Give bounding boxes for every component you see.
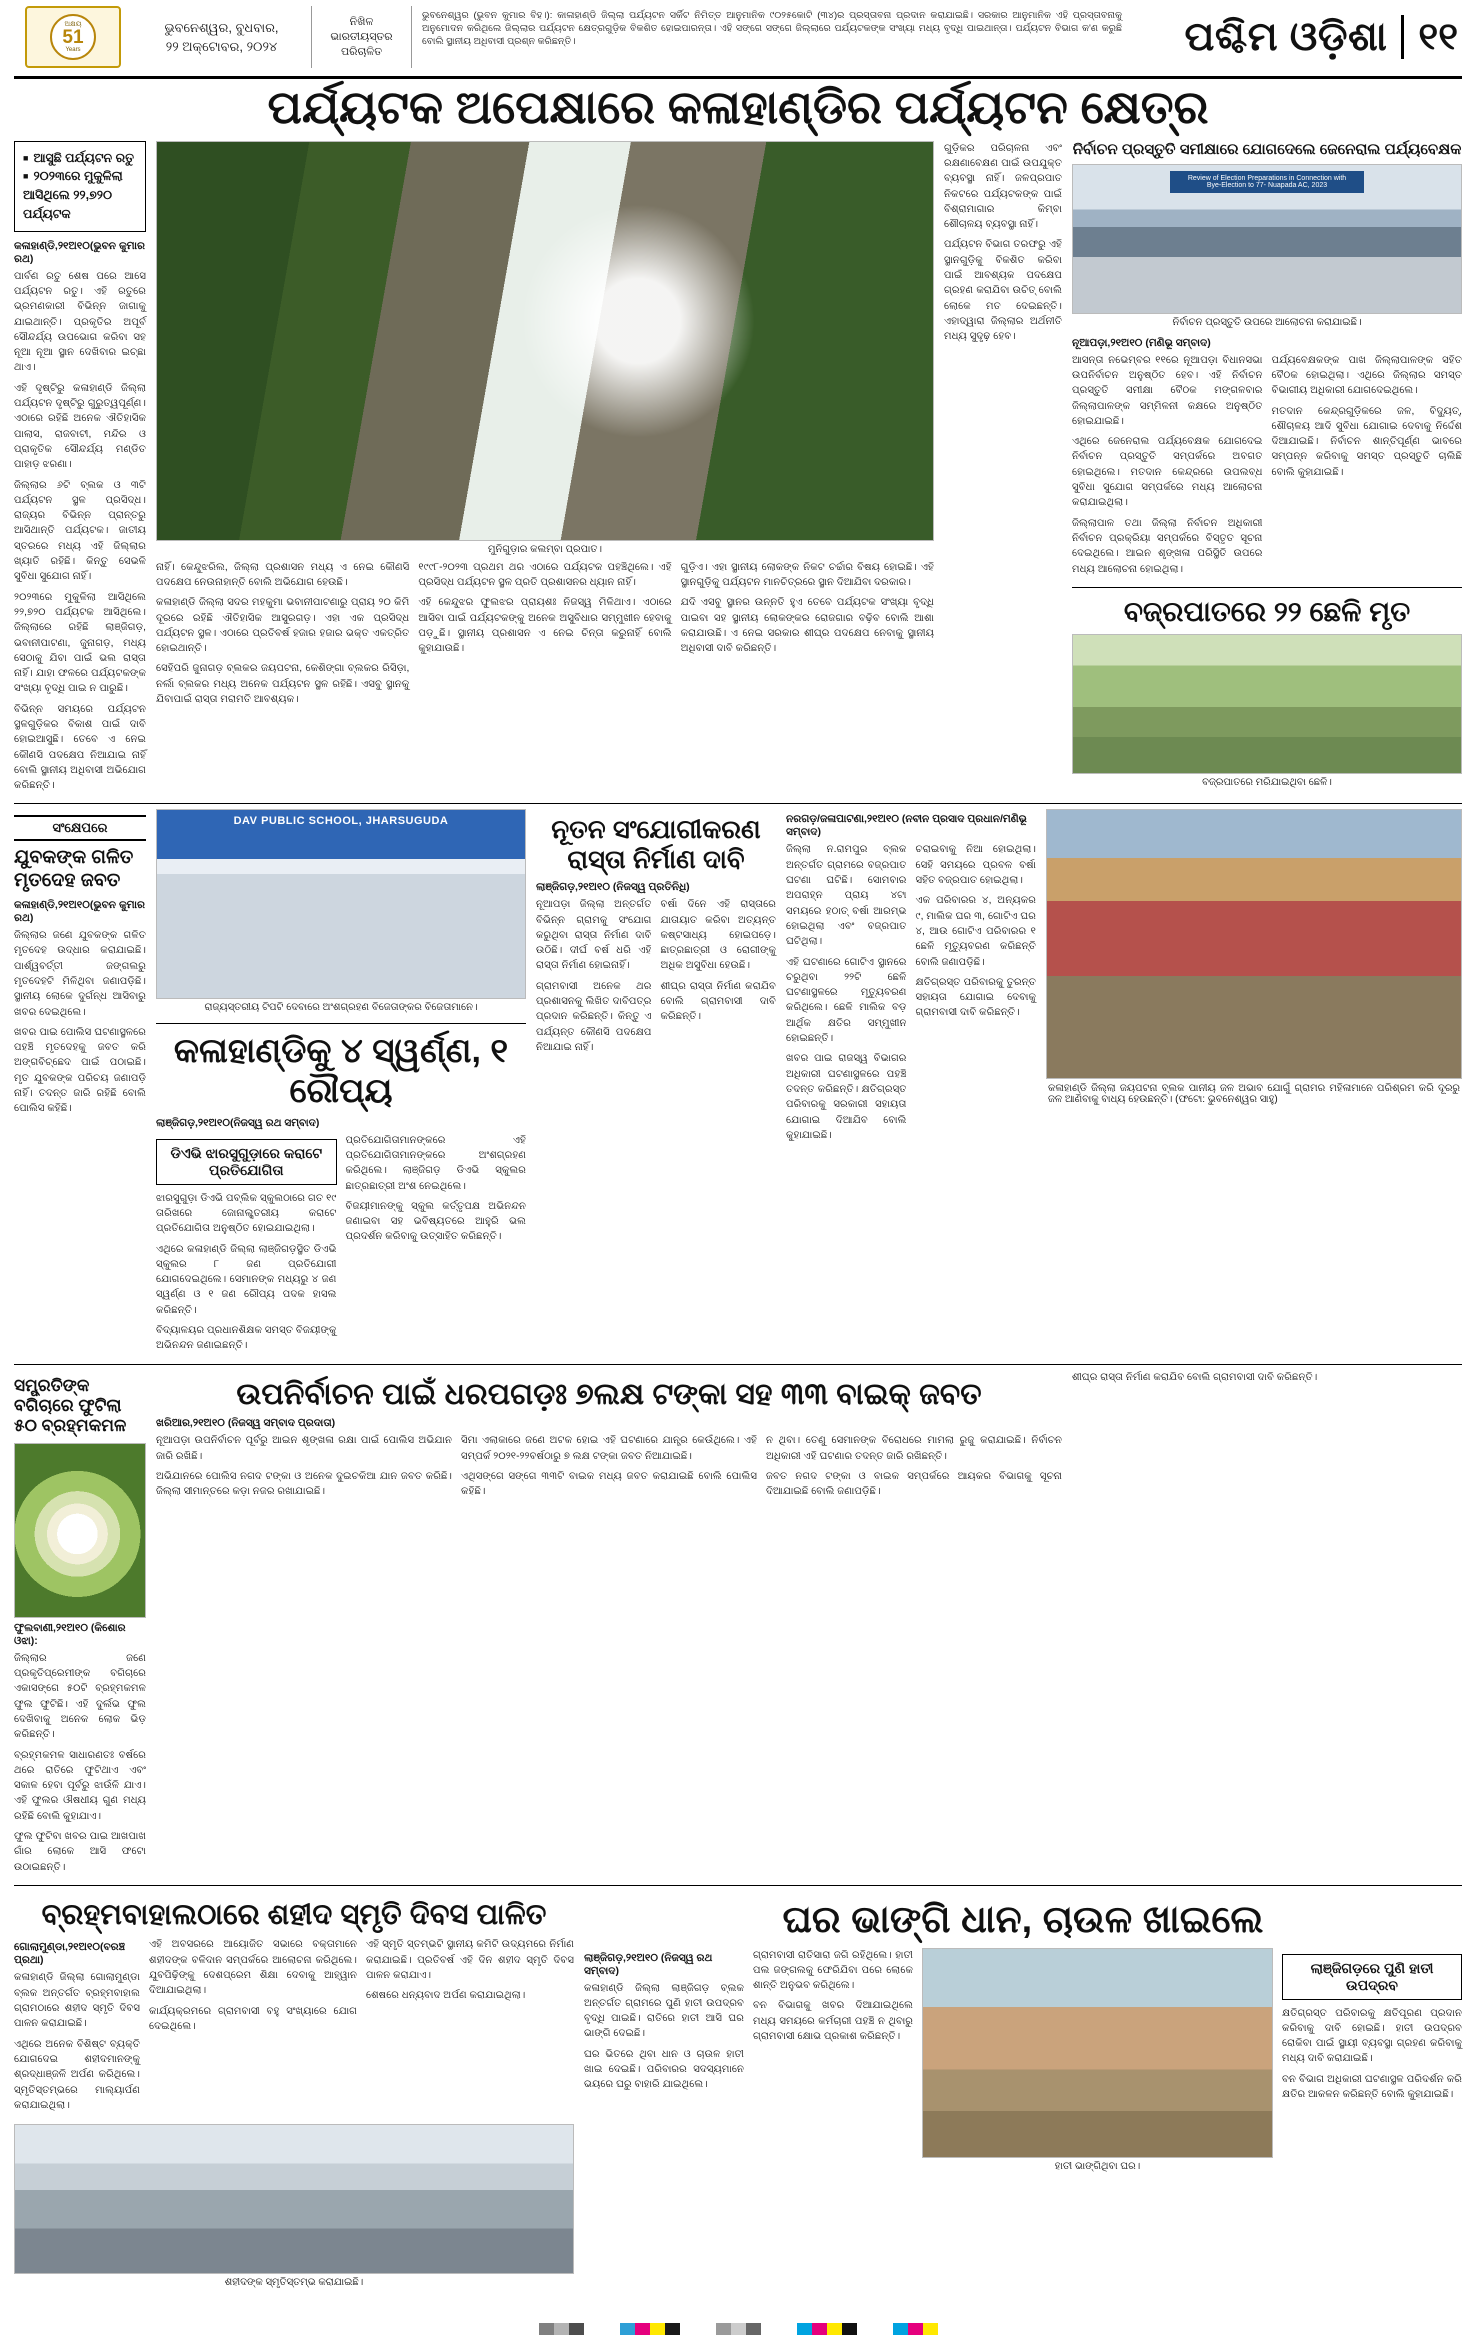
lead-para: ୧୯୯୮-୨୦୨୩ ପ୍ରଥମ ଥର ଏଠାରେ ପର୍ଯ୍ୟଟକ ପହଞ୍ଚିଥିଲେ। ଏହି ପ୍ରସିଦ୍ଧ ପର୍ଯ୍ୟଟନ ସ୍ଥଳ ପ୍ରତି ପ୍ରଶାସନର ଧ୍ୟାନ ନାହିଁ। xyxy=(418,561,672,588)
election-banner-text: Review of Election Preparations in Connection with Bye-Election to 77- Nuapada AC, 2023 xyxy=(1170,171,1364,193)
brief-section-label: ସଂକ୍ଷେପରେ xyxy=(52,820,108,836)
lead-para: ଯଦି ଏସବୁ ସ୍ଥାନର ଉନ୍ନତି ହୁଏ ତେବେ ପର୍ଯ୍ୟଟକ ସଂଖ୍ୟା ବୃଦ୍ଧି ପାଇବା ସହ ସ୍ଥାନୀୟ ଲୋକଙ୍କର ରୋଜଗାର ବଢ଼ିବ ବୋଲି ଆଶା କରାଯାଉଛି। ଏ ନେଇ ସରକାର ଶୀଘ୍ର ପଦକ୍ଷେପ ନେବାକୁ ସ୍ଥାନୀୟ ଅଧିବାସୀ ଦାବି କରିଛନ୍ତି। xyxy=(680,597,934,655)
house-column-1 xyxy=(584,1948,744,2098)
filler-para: ଶୀଘ୍ର ରାସ୍ତା ନିର୍ମାଣ କରାଯିବ ବୋଲି ଗ୍ରାମବାସୀ ଦାବି କରିଛନ୍ତି। xyxy=(1072,1371,1318,1383)
lead-para: ବିଭିନ୍ନ ସମୟରେ ପର୍ଯ୍ୟଟନ ସ୍ଥଳଗୁଡ଼ିକର ବିକାଶ ପାଇଁ ଦାବି ହୋଇଆସୁଛି। ତେବେ ଏ ନେଇ କୌଣସି ପଦକ୍ଷେପ ନିଆଯାଇ ନାହିଁ ବୋଲି ସ୍ଥାନୀୟ ଅଧିବାସୀ ଅଭିଯୋଗ କରିଛନ୍ତି। xyxy=(14,703,146,792)
lead-column-5 xyxy=(944,141,1062,350)
house-para: ଗ୍ରାମବାସୀ ରାତିସାରା ଜଗି ରହିଥିଲେ। ହାତୀ ପଲ ଜଙ୍ଗଲକୁ ଫେରିଯିବା ପରେ ଲୋକେ ଶାନ୍ତି ଅନୁଭବ କରିଥିଲେ। xyxy=(753,1949,913,1992)
bike-para: ଅଭିଯାନରେ ପୋଲିସ ନଗଦ ଟଙ୍କା ଓ ଅନେକ ଦୁଇଚକିଆ ଯାନ ଜବତ କରିଛି। ଜିଲ୍ଲା ସୀମାନ୍ତରେ କଡ଼ା ନଜର ରଖାଯାଇଛି। xyxy=(156,1470,452,1498)
lead-dateline: କଳାହାଣ୍ଡି,୨୧ଅ୧୦(ଭୁବନ କୁମାର ରଥ) xyxy=(14,239,145,265)
cactus-para: ଫୁଲ ଫୁଟିବା ଖବର ପାଇ ଆଖପାଖ ଗାଁର ଲୋକେ ଆସି ଫଟୋ ଉଠାଇଛନ୍ତି। xyxy=(14,1831,146,1873)
bike-para: ଜବତ ନଗଦ ଟଙ୍କା ଓ ବାଇକ ସମ୍ପର୍କରେ ଆୟକର ବିଭାଗକୁ ସୂଚନା ଦିଆଯାଇଛି ବୋଲି ଜଣାପଡ଼ିଛି। xyxy=(766,1470,1062,1498)
cactus-story xyxy=(14,1370,146,1880)
memorial-para: କାର୍ଯ୍ୟକ୍ରମରେ ଗ୍ରାମବାସୀ ବହୁ ସଂଖ୍ୟାରେ ଯୋଗ ଦେଇଥିଲେ। xyxy=(149,2005,357,2032)
lightning-para: ଖବର ପାଇ ରାଜସ୍ୱ ବିଭାଗର ଅଧିକାରୀ ଘଟଣାସ୍ଥଳରେ ପହଞ୍ଚି ତଦନ୍ତ କରିଛନ୍ତି। କ୍ଷତିଗ୍ରସ୍ତ ପରିବାରକୁ ସରକାରୀ ସହାୟତା ଯୋଗାଇ ଦିଆଯିବ ବୋଲି କୁହାଯାଇଛି। xyxy=(786,1053,907,1141)
publication-logo xyxy=(14,6,132,68)
lead-para: ଏହି କେନ୍ଦୁଝର ଫୁଲଝର ପ୍ରାୟଶଃ ନିଜସ୍ୱ ମିଳିଥାଏ। ଏଠାରେ ଆସିବା ପାଇଁ ପର୍ଯ୍ୟଟକଙ୍କୁ ଅନେକ ଅସୁବିଧାର ସମ୍ମୁଖୀନ ହେବାକୁ ପଡ଼ୁଛି। ସ୍ଥାନୀୟ ପ୍ରଶାସନ ଏ ନେଇ ଚିନ୍ତା କରୁନାହିଁ ବୋଲି କୁହାଯାଉଛି। xyxy=(418,597,672,655)
road-dateline: ଲାଞ୍ଜିଗଡ଼,୨୧ଅ୧୦ (ନିଜସ୍ୱ ପ୍ରତିନିଧି) xyxy=(536,881,690,894)
road-story xyxy=(536,809,776,1060)
section-title-block xyxy=(1132,6,1462,68)
lead-center-block xyxy=(156,141,934,713)
karate-story xyxy=(156,809,526,1358)
masthead-edition xyxy=(312,6,412,68)
house-para: ବନ ବିଭାଗକୁ ଖବର ଦିଆଯାଇଥିଲେ ମଧ୍ୟ ସମୟରେ କର୍ମଚାରୀ ପହଞ୍ଚି ନ ଥିବାରୁ ଗ୍ରାମବାସୀ କ୍ଷୋଭ ପ୍ରକାଶ କରିଛନ୍ତି। xyxy=(753,2000,913,2042)
water-photo-story xyxy=(1046,809,1462,1109)
lead-para: ପର୍ଯ୍ୟଟନ ବିଭାଗ ତରଫରୁ ଏହି ସ୍ଥାନଗୁଡ଼ିକୁ ବିକଶିତ କରିବା ପାଇଁ ଆବଶ୍ୟକ ପଦକ୍ଷେପ ଗ୍ରହଣ କରାଯିବା ଉଚିତ୍ ବୋଲି ଲୋକେ ମତ ଦେଇଛନ୍ତି। ଏହାଦ୍ୱାରା ଜିଲ୍ଲାର ଅର୍ଥନୀତି ମଧ୍ୟ ସୁଦୃଢ଼ ହେବ। xyxy=(944,239,1062,343)
masthead-dateline xyxy=(132,6,312,68)
memorial-column-2 xyxy=(149,1937,357,2118)
karate-photo-caption: ରାଜ୍ୟସ୍ତରୀୟ ଟିପଟି ଦେବାରେ ଅଂଶଗ୍ରହଣ ବିଜେତାଙ୍କର ବିଜେତାମାନେ। xyxy=(204,1002,478,1014)
waterfall-photo xyxy=(156,141,934,541)
lead-para: କଳାହାଣ୍ଡି ଜିଲ୍ଲା ସଦର ମହକୁମା ଭବାନୀପାଟଣାରୁ ପ୍ରାୟ ୨୦ କିମି ଦୂରରେ ରହିଛି ଐତିହାସିକ ଆସୁରଗଡ଼। ଏହା ଏକ ପ୍ରସିଦ୍ଧ ପର୍ଯ୍ୟଟନ ସ୍ଥଳ। ଏଠାରେ ପ୍ରତିବର୍ଷ ହଜାର ହଜାର ଭକ୍ତ ଏକତ୍ରିତ ହୋଇଥାନ୍ତି। xyxy=(156,597,410,655)
karate-team-photo xyxy=(156,809,526,999)
lead-para: ପାର୍ବଣ ରତୁ ଶେଷ ପରେ ଆସେ ପର୍ଯ୍ୟଟନ ରତୁ। ଏହି ରତୁରେ ଭ୍ରମଣକାରୀ ବିଭିନ୍ନ ଜାଗାକୁ ଯାଇଥାନ୍ତି। ପ୍ରକୃତିର ଅପୂର୍ବ ସୌନ୍ଦର୍ଯ୍ୟ ଉପଭୋଗ କରିବା ସହ ନୂଆ ନୂଆ ସ୍ଥାନ ଦେଖିବାର ଇଚ୍ଛା ଥାଏ। xyxy=(14,270,146,374)
house-dateline: ଲାଞ୍ଜିଗଡ଼,୨୧ଅ୧୦ (ନିଜସ୍ୱ ରଥ ସମ୍ବାଦ) xyxy=(584,1951,713,1977)
water-photo-caption: କଳାହାଣ୍ଡି ଜିଲ୍ଲା ଜୟପଟନା ବ୍ଲକ ପାନୀୟ ଜଳ ଅଭାବ ଯୋଗୁଁ ଗ୍ରାମର ମହିଳାମାନେ ପରିଶ୍ରମ କରି ଦୂରରୁ ଜଳ ଆଣିବାକୁ ବାଧ୍ୟ ହେଉଛନ୍ତି। (ଫଟୋ: ଭୁବନେଶ୍ୱର ସାହୁ) xyxy=(1048,1083,1460,1106)
lead-para: ଏହି ଦୃଷ୍ଟିରୁ କଳାହାଣ୍ଡି ଜିଲ୍ଲା ପର୍ଯ୍ୟଟନ ଦୃଷ୍ଟିରୁ ଗୁରୁତ୍ୱପୂର୍ଣ୍ଣ। ଏଠାରେ ରହିଛି ଅନେକ ଐତିହାସିକ ପାଲାସ, ରାଜବାଟୀ, ମନ୍ଦିର ଓ ପ୍ରାକୃତିକ ସୌନ୍ଦର୍ଯ୍ୟ ମଣ୍ଡିତ ପାହାଡ଼ ଝରଣା। xyxy=(14,382,146,471)
house-photo-caption: ହାତୀ ଭାଙ୍ଗିଥିବା ଘର। xyxy=(1054,2160,1141,2172)
election-para: ଆସନ୍ତା ନଭେମ୍ବର ୧୧ରେ ନୂଆପଡ଼ା ବିଧାନସଭା ଉପନିର୍ବାଚନ ଅନୁଷ୍ଠିତ ହେବ। ଏହି ନିର୍ବାଚନ ପ୍ରସ୍ତୁତି ସମୀକ୍ଷା ବୈଠକ ମଙ୍ଗଳବାର ଜିଲ୍ଲାପାଳଙ୍କ ସମ୍ମିଳନୀ କକ୍ଷରେ ଅନୁଷ୍ଠିତ ହୋଇଯାଇଛି। xyxy=(1072,354,1263,427)
bike-para: ଏଥିସଙ୍ଗେ ସଙ୍ଗେ ୩୩ଟି ବାଇକ ମଧ୍ୟ ଜବତ କରାଯାଇଛି ବୋଲି ପୋଲିସ କହିଛି। xyxy=(461,1470,757,1498)
bike-seizure-story xyxy=(156,1370,1062,1505)
election-para: ଜିଲ୍ଲାପାଳ ତଥା ଜିଲ୍ଲା ନିର୍ବାଚନ ଅଧିକାରୀ ନିର୍ବାଚନ ପ୍ରକ୍ରିୟା ସମ୍ପର୍କରେ ବିସ୍ତୃତ ସୂଚନା ଦେଇଥିଲେ। ଆଇନ ଶୃଙ୍ଖଳା ପରିସ୍ଥିତି ଉପରେ ମଧ୍ୟ ଆଲୋଚନା ହୋଇଥିଲା। xyxy=(1072,517,1263,575)
election-para: ପର୍ଯ୍ୟବେକ୍ଷକଙ୍କ ପାଖ ଜିଲ୍ଲାପାଳଙ୍କ ସହିତ ବୈଠକ ହୋଇଥିଲା। ଏଥିରେ ଜିଲ୍ଲାର ସମସ୍ତ ବିଭାଗୀୟ ଅଧିକାରୀ ଯୋଗଦେଇଥିଲେ। xyxy=(1271,354,1462,397)
lead-column-3 xyxy=(418,560,671,713)
bike-column-1 xyxy=(156,1433,452,1504)
karate-para: ଝାରସୁଗୁଡ଼ା ଡିଏଭି ପବ୍ଲିକ ସ୍କୁଲଠାରେ ଗତ ୧୯ ତାରିଖରେ ଜୋନାଲ୍ସ୍ତରୀୟ କରାଟେ ପ୍ରତିଯୋଗିତା ଅନୁଷ୍ଠିତ ହୋଇଯାଇଥିଲା। xyxy=(156,1192,337,1235)
brahmakamal-flower-photo xyxy=(14,1443,146,1618)
brief-section-header xyxy=(14,815,146,841)
lightning-story-text xyxy=(786,809,1036,1148)
memorial-dateline: ଗୋଲାମୁଣ୍ଡା,୨୧ଅ୧୦(ବରଞ୍ଚ ପ୍ରଥା) xyxy=(14,1941,125,1967)
waterfall-photo-caption: ମୁନିଗୁଡ଼ାର କଲମ୍ବା ପ୍ରପାତ। xyxy=(488,543,602,555)
karate-para: ପ୍ରତିଯୋଗିତାମାନଙ୍କରେ ଏହି ପ୍ରତିଯୋଗିତାମାନଙ୍କରେ ଅଂଶଗ୍ରହଣ କରିଥିଲେ। ଲାଞ୍ଜିଗଡ଼ ଡିଏଭି ସ୍କୁଲର ଛାତ୍ରଛାତ୍ରୀ ଅଂଶ ନେଇଥିଲେ। xyxy=(345,1134,526,1192)
lead-bullet-0: ■ ଆସୁଛି ପର୍ଯ୍ୟଟନ ରତୁ xyxy=(23,149,137,168)
color-registration-bars xyxy=(0,2323,1476,2335)
lead-para: ଗୁଡ଼ିକର ପରିଚାଳନା ଏବଂ ରକ୍ଷଣାବେକ୍ଷଣ ପାଇଁ ଉପଯୁକ୍ତ ବ୍ୟବସ୍ଥା ନାହିଁ। ଜଳପ୍ରପାତ ନିକଟରେ ପର୍ଯ୍ୟଟକଙ୍କ ପାଇଁ ବିଶ୍ରାମାଗାର କିମ୍ବା ଶୌଚାଳୟ ବ୍ୟବସ୍ଥା ନାହିଁ। xyxy=(944,142,1062,231)
karate-column-1 xyxy=(156,1133,337,1359)
youth-body-story xyxy=(14,809,146,1121)
road-para: ଗ୍ରାମବାସୀ ଅନେକ ଥର ପ୍ରଶାସନକୁ ଲିଖିତ ଦାବିପତ୍ର ପ୍ରଦାନ କରିଛନ୍ତି। କିନ୍ତୁ ଏ ପର୍ଯ୍ୟନ୍ତ କୌଣସି ପଦକ୍ଷେପ ନିଆଯାଇ ନାହିଁ। xyxy=(536,980,652,1053)
edition-line-1: ନିଖିଳ xyxy=(349,15,374,28)
house-sidetag: ଲାଞ୍ଜିଗଡ଼ରେ ପୁଣି ହାତୀ ଉପଦ୍ରବ xyxy=(1282,1954,1462,2000)
road-column-1 xyxy=(536,897,652,1060)
road-para: ଶୀଘ୍ର ରାସ୍ତା ନିର୍ମାଣ କରାଯିବ ବୋଲି ଗ୍ରାମବାସୀ ଦାବି କରିଛନ୍ତି। xyxy=(660,980,776,1023)
youth-body-headline: ଯୁବକଙ୍କ ଗଳିତ ମୃତଦେହ ଜବତ xyxy=(14,847,134,892)
lead-column-1 xyxy=(14,141,146,799)
title-divider xyxy=(1401,15,1404,59)
masthead-strapline: ଭୁବନେଶ୍ୱର (ଭୁବନ କୁମାର ବିହ।): କାଳାହାଣ୍ଡି ଜିଲ୍ଲା ପର୍ଯ୍ୟଟନ ସର୍କିଟ ନିମିତ୍ତ ଆନୁମାନିକ ୯୦୨୫କୋଟି (୩୪)ର ପ୍ରସ୍ତାବନା ପ୍ରଦାନ କରାଯାଇଛି। ସରକାର ଆନୁମାନିକ ଏହି ପ୍ରସ୍ତାବନାକୁ ଅନୁମୋଦନ କରିଥିଲେ ଜିଲ୍ଲାର ପର୍ଯ୍ୟଟନ କ୍ଷେତ୍ରଗୁଡ଼ିକ ବିକଶିତ ହୋଇପାରନ୍ତା। ଏହି ସଙ୍ଗେ ସଙ୍ଗେ ଜିଲ୍ଲାରେ ପର୍ଯ୍ୟଟକଙ୍କ ସଂଖ୍ୟା ମଧ୍ୟ ବୃଦ୍ଧି ପାଇଥାନ୍ତା। ପର୍ଯ୍ୟଟନ ବିଭାଗ କ'ଣ କରୁଛି ବୋଲି ସ୍ଥାନୀୟ ଅଧିବାସୀ ପ୍ରଶ୍ନ କରିଛନ୍ତି। xyxy=(422,10,1122,47)
memorial-para: କଳାହାଣ୍ଡି ଜିଲ୍ଲା ଗୋଲାମୁଣ୍ଡା ବ୍ଲକ ଅନ୍ତର୍ଗତ ବ୍ରହ୍ମବାହାଲ ଗ୍ରାମଠାରେ ଶହୀଦ ସ୍ମୃତି ଦିବସ ପାଳନ କରାଯାଇଛି। xyxy=(14,1972,140,2030)
color-bar-group xyxy=(539,2323,584,2335)
lead-para: ନାହିଁ। କେନ୍ଦୁଝରିଲ, ଜିଲ୍ଲା ପ୍ରଶାସନ ମଧ୍ୟ ଏ ନେଇ କୌଣସି ପଦକ୍ଷେପ ନେଉନାହାନ୍ତି ବୋଲି ଅଭିଯୋଗ ହେଉଛି। xyxy=(156,561,410,588)
memorial-para: ଶେଷରେ ଧନ୍ୟବାଦ ଅର୍ପଣ କରାଯାଇଥିଲା। xyxy=(366,1990,526,2002)
bike-para: ନୂଆପଡ଼ା ଉପନିର୍ବାଚନ ପୂର୍ବରୁ ଆଇନ ଶୃଙ୍ଖଳା ରକ୍ଷା ପାଇଁ ପୋଲିସ ଅଭିଯାନ ଜାରି ରଖିଛି। xyxy=(156,1435,452,1462)
bike-column-3 xyxy=(766,1433,1062,1504)
lead-para: ସେହିପରି ଜୁନାଗଡ଼ ବ୍ଲକର ଜୟପଟନା, କେଶିଙ୍ଗା ବ୍ଲକର ରିସିଡ଼ା, ନର୍ଲା ବ୍ଲକର ମଧ୍ୟ ଅନେକ ପର୍ଯ୍ୟଟନ ସ୍ଥଳ ରହିଛି। ଏସବୁ ସ୍ଥାନକୁ ଯିବାପାଇଁ ରାସ୍ତା ମରାମତି ଆବଶ୍ୟକ। xyxy=(156,663,410,706)
page-number: ୧୧ xyxy=(1418,15,1458,58)
lead-para: ୨୦୨୩ରେ ମୁକୁଳିଲା ଆସିଥିଲେ ୨୨,୭୨୦ ପର୍ଯ୍ୟଟକ ଆସିଥିଲେ। ଜିଲ୍ଲାରେ ରହିଛି ଲାଞ୍ଜିଗଡ଼, ଭବାନୀପାଟଣା, ଜୁନାଗଡ଼, ମଧ୍ୟ ସେଠାକୁ ଯିବା ପାଇଁ ଭଲ ରାସ୍ତା ନାହିଁ। ଯାହା ଫଳରେ ପର୍ଯ୍ୟଟକଙ୍କ ସଂଖ୍ୟା ବୃଦ୍ଧି ପାଇ ନ ପାରୁଛି। xyxy=(14,591,146,695)
karate-para: ବିଜୟୀମାନଙ୍କୁ ସ୍କୁଲ କର୍ତ୍ତୃପକ୍ଷ ଅଭିନନ୍ଦନ ଜଣାଇବା ସହ ଭବିଷ୍ୟତରେ ଆହୁରି ଭଲ ପ୍ରଦର୍ଶନ କରିବାକୁ ଉତ୍ସାହିତ କରିଛନ୍ତି। xyxy=(345,1200,526,1243)
masthead-city: ଭୁବନେଶ୍ୱର, ବୁଧବାର, xyxy=(164,19,279,35)
youth-body-dateline: କଳାହାଣ୍ଡି,୨୧ଅ୧୦(ଭୁବନ କୁମାର ରଥ) xyxy=(14,899,145,925)
bike-para: ନ ଥିବା। ତେଣୁ ସେମାନଙ୍କ ବିରୋଧରେ ମାମଲା ରୁଜୁ କରାଯାଇଛି। ନିର୍ବାଚନ ଅଧିକାରୀ ଏହି ଘଟଣାର ତଦନ୍ତ ଜାରି ରଖିଛନ୍ତି। xyxy=(766,1435,1062,1462)
karate-headline: କଳାହାଣ୍ଡିକୁ ୪ ସ୍ୱର୍ଣ୍ଣ, ୧ ରୌପ୍ୟ xyxy=(173,1032,509,1110)
memorial-para: ଏହି ଅବସରରେ ଆୟୋଜିତ ସଭାରେ ବକ୍ତାମାନେ ଶହୀଦଙ୍କ ବଳିଦାନ ସମ୍ପର୍କରେ ଆଲୋଚନା କରିଥିଲେ। ଯୁବପିଢ଼ିଙ୍କୁ ଦେଶପ୍ରେମ ଶିକ୍ଷା ଦେବାକୁ ଆହ୍ୱାନ ଦିଆଯାଇଥିଲା। xyxy=(149,1939,357,1997)
lead-para: ଜିଲ୍ଲାର ୬ଟି ବ୍ଲକ ଓ ୩ଟି ପର୍ଯ୍ୟଟନ ସ୍ଥଳ ପ୍ରସିଦ୍ଧ। ରାଜ୍ୟର ବିଭିନ୍ନ ପ୍ରାନ୍ତରୁ ଆସିଥାନ୍ତି ପର୍ଯ୍ୟଟକ। ଜାତୀୟ ସ୍ତରରେ ମଧ୍ୟ ଏହି ଜିଲ୍ଲାର ଖ୍ୟାତି ରହିଛି। କିନ୍ତୁ ସେଭଳି ସୁବିଧା ସୁଯୋଗ ନାହିଁ। xyxy=(14,479,146,583)
house-photo-block xyxy=(922,1948,1273,2177)
house-column-2 xyxy=(753,1948,913,2050)
road-column-2 xyxy=(661,897,777,1060)
election-column-2 xyxy=(1272,353,1463,582)
karate-para: ଏଥିରେ କଳାହାଣ୍ଡି ଜିଲ୍ଲା ଲାଞ୍ଜିଗଡ଼ସ୍ଥିତ ଡିଏଭି ସ୍କୁଲର ୮ ଜଣ ପ୍ରତିଯୋଗୀ ଯୋଗଦେଇଥିଲେ। ସେମାନଙ୍କ ମଧ୍ୟରୁ ୪ ଜଣ ସ୍ୱର୍ଣ୍ଣ ଓ ୧ ଜଣ ରୌପ୍ୟ ପଦକ ହାସଲ କରିଛନ୍ତି। xyxy=(156,1243,337,1316)
cactus-headline: ସମ୍ପ୍ରତିଙ୍କ ବଗିଚାରେ ଫୁଟିଲା ୫୦ ବ୍ରହ୍ମକମଳ xyxy=(14,1375,127,1436)
cactus-dateline: ଫୁଲବାଣୀ,୨୧ଅ୧୦ (କିଶୋର ଓଝା): xyxy=(14,1621,126,1647)
karate-subtag: ଡିଏଭି ଝାରସୁଗୁଡ଼ାରେ କରାଟେ ପ୍ରତିଯୋଗିତା xyxy=(156,1139,337,1185)
memorial-column-3 xyxy=(366,1937,574,2118)
election-photo-caption: ନିର୍ବାଚନ ପ୍ରସ୍ତୁତି ଉପରେ ଆଲୋଚନା କରାଯାଇଛି। xyxy=(1172,316,1362,328)
lightning-headline: ବଜ୍ରପାତରେ ୨୨ ଛେଳି ମୃତ xyxy=(1123,595,1411,627)
karate-para: ବିଦ୍ୟାଳୟର ପ୍ରଧାନଶିକ୍ଷକ ସମସ୍ତ ବିଜୟୀଙ୍କୁ ଅଭିନନ୍ଦନ ଜଣାଇଛନ୍ତି। xyxy=(156,1325,337,1352)
election-para: ଏଥିରେ ଜେନେରାଲ ପର୍ଯ୍ୟବେକ୍ଷକ ଯୋଗଦେଇ ନିର୍ବାଚନ ପ୍ରସ୍ତୁତି ସମ୍ପର୍କରେ ଅବଗତ ହୋଇଥିଲେ। ମତଦାନ କେନ୍ଦ୍ରରେ ଉପଲବ୍ଧ ସୁବିଧା ସୁଯୋଗ ସମ୍ପର୍କରେ ମଧ୍ୟ ଆଲୋଚନା କରାଯାଇଥିଲା। xyxy=(1072,436,1263,509)
memorial-photo-caption: ଶହୀଦଙ୍କ ସ୍ମୃତିସ୍ତମ୍ଭ କରାଯାଇଛି। xyxy=(224,2277,364,2289)
section-title: ପଶ୍ଚିମ ଓଡ଼ିଶା xyxy=(1184,14,1388,59)
lead-bullet-box xyxy=(14,141,146,232)
memorial-para: ଏଥିରେ ଅନେକ ବିଶିଷ୍ଟ ବ୍ୟକ୍ତି ଯୋଗଦେଇ ଶହୀଦମାନଙ୍କୁ ଶ୍ରଦ୍ଧାଞ୍ଜଳି ଅର୍ପଣ କରିଥିଲେ। ସ୍ମୃତିସ୍ତମ୍ଭରେ ମାଲ୍ୟାର୍ପଣ କରାଯାଇଥିଲା। xyxy=(14,2038,140,2111)
road-para: ବର୍ଷା ଦିନେ ଏହି ରାସ୍ତାରେ ଯାତାୟାତ କରିବା ଅତ୍ୟନ୍ତ କଷ୍ଟସାଧ୍ୟ ହୋଇପଡ଼େ। ଛାତ୍ରଛାତ୍ରୀ ଓ ରୋଗୀଙ୍କୁ ଅଧିକ ଅସୁବିଧା ହେଉଛି। xyxy=(660,899,776,972)
logo-top-text: ଅକ୍ଷୟ xyxy=(64,21,82,28)
lead-column-4 xyxy=(681,560,934,713)
lightning-para: ଏକ ପରିବାରର ୪, ଅନ୍ୟକର ୯, ମାଲିକ ଘର ୩, ଗୋଟିଏ ଘର ୪, ଆଉ ଗୋଟିଏ ପରିବାରର ୧ ଛେଳି ମୃତ୍ୟୁବରଣ କରିଛନ୍ତି ବୋଲି ଜଣାପଡ଼ିଛି। xyxy=(915,895,1036,968)
memorial-ceremony-photo xyxy=(14,2124,574,2274)
memorial-para: ଏହି ସ୍ମୃତି ସ୍ତମ୍ଭଟି ସ୍ଥାନୀୟ କମିଟି ଉଦ୍ୟମରେ ନିର୍ମାଣ କରାଯାଇଛି। ପ୍ରତିବର୍ଷ ଏହି ଦିନ ଶହୀଦ ସ୍ମୃତି ଦିବସ ପାଳନ କରାଯାଏ। xyxy=(366,1939,574,1982)
election-story xyxy=(1072,141,1462,793)
water-caption-rail xyxy=(1072,1370,1462,1390)
edition-line-3: ପରିଚାଳିତ xyxy=(340,45,383,58)
house-para: କ୍ଷତିଗ୍ରସ୍ତ ପରିବାରକୁ କ୍ଷତିପୂରଣ ପ୍ରଦାନ କରିବାକୁ ଦାବି ହୋଇଛି। ହାତୀ ଉପଦ୍ରବ ରୋକିବା ପାଇଁ ସ୍ଥାୟୀ ବ୍ୟବସ୍ଥା ଗ୍ରହଣ କରିବାକୁ ମଧ୍ୟ ଦାବି କରାଯାଇଛି। xyxy=(1282,2007,1462,2065)
lead-para: ଗୁଡ଼ିଏ। ଏହା ସ୍ଥାନୀୟ ଲୋକଙ୍କ ନିକଟ ଚର୍ଚ୍ଚାର ବିଷୟ ହୋଇଛି। ଏହି ସ୍ଥାନଗୁଡ଼ିକୁ ପର୍ଯ୍ୟଟନ ମାନଚିତ୍ରରେ ସ୍ଥାନ ଦିଆଯିବା ଦରକାର। xyxy=(680,561,934,588)
election-headline: ନିର୍ବାଚନ ପ୍ରସ୍ତୁତି ସମୀକ୍ଷାରେ ଯୋଗଦେଲେ ଜେନେରାଲ ପର୍ଯ୍ୟବେକ୍ଷକ xyxy=(1072,140,1462,158)
logo-anniversary-number: 51 xyxy=(62,27,84,48)
house-column-3 xyxy=(1282,1948,1462,2108)
election-para: ମତଦାନ କେନ୍ଦ୍ରଗୁଡ଼ିକରେ ଜଳ, ବିଦ୍ୟୁତ୍, ଶୌଚାଳୟ ଆଦି ସୁବିଧା ଯୋଗାଇ ଦେବାକୁ ନିର୍ଦ୍ଦେଶ ଦିଆଯାଇଛି। ନିର୍ବାଚନ ଶାନ୍ତିପୂର୍ଣ୍ଣ ଭାବରେ ସମ୍ପନ୍ନ କରିବାକୁ ସମସ୍ତ ପ୍ରସ୍ତୁତି ଚାଲିଛି ବୋଲି କୁହାଯାଇଛି। xyxy=(1271,405,1462,478)
school-banner-text: DAV PUBLIC SCHOOL, JHARSUGUDA xyxy=(233,815,449,828)
youth-body-para: ଜିଲ୍ଲାର ଜଣେ ଯୁବକଙ୍କ ଗଳିତ ମୃତଦେହ ଉଦ୍ଧାର କରାଯାଇଛି। ପାର୍ଶ୍ୱବର୍ତ୍ତୀ ଜଙ୍ଗଲରୁ ମୃତଦେହଟି ମିଳିଥିବା ଜଣାପଡ଼ିଛି। ସ୍ଥାନୀୟ ଲୋକେ ଦୁର୍ଗନ୍ଧ ଆସିବାରୁ ଖବର ଦେଇଥିଲେ। xyxy=(14,930,146,1018)
color-bar-group xyxy=(893,2323,938,2335)
cactus-para: ଜିଲ୍ଲାର ଜଣେ ପ୍ରକୃତିପ୍ରେମୀଙ୍କ ବଗିଚାରେ ଏକାସଙ୍ଗେ ୫୦ଟି ବ୍ରହ୍ମକମଳ ଫୁଲ ଫୁଟିଛି। ଏହି ଦୁର୍ଲଭ ଫୁଲ ଦେଖିବାକୁ ଅନେକ ଲୋକ ଭିଡ଼ କରିଛନ୍ତି। xyxy=(14,1652,146,1741)
lightning-column-1 xyxy=(786,842,907,1148)
road-para: ନୂଆପଡ଼ା ଜିଲ୍ଲା ଅନ୍ତର୍ଗତ ବିଭିନ୍ନ ଗ୍ରାମକୁ ସଂଯୋଗ କରୁଥିବା ରାସ୍ତା ନିର୍ମାଣ ଦାବି ଉଠିଛି। ଦୀର୍ଘ ବର୍ଷ ଧରି ଏହି ରାସ୍ତା ନିର୍ମାଣ ହୋଇନାହିଁ। xyxy=(536,899,652,972)
house-para: କଳାହାଣ୍ଡି ଜିଲ୍ଲା ଲାଞ୍ଜିଗଡ଼ ବ୍ଲକ ଅନ୍ତର୍ଗତ ଗ୍ରାମରେ ପୁଣି ହାତୀ ଉପଦ୍ରବ ବୃଦ୍ଧି ପାଇଛି। ରାତିରେ ହାତୀ ଆସି ଘର ଭାଙ୍ଗି ଦେଇଛି। xyxy=(584,1982,744,2040)
color-bar-group xyxy=(620,2323,680,2335)
masthead-date: ୨୨ ଅକ୍ଟୋବର, ୨୦୨୪ xyxy=(165,38,278,54)
election-meeting-photo xyxy=(1072,164,1462,314)
bike-headline: ଉପନିର୍ବାଚନ ପାଇଁ ଧରପଗଡ଼ଃ ୭ଲକ୍ଷ ଟଙ୍କା ସହ ୩୩ ବାଇକ୍ ଜବତ xyxy=(236,1377,982,1411)
bike-column-2 xyxy=(461,1433,757,1504)
karate-dateline: ଲାଞ୍ଜିଗଡ଼,୨୧ଅ୧୦(ନିଜସ୍ୱ ରଥ ସମ୍ବାଦ) xyxy=(156,1116,320,1129)
lightning-para: ଜିଲ୍ଲା ନ.ରାମପୁର ବ୍ଲକ ଅନ୍ତର୍ଗତ ଗ୍ରାମରେ ବଜ୍ରପାତ ଘଟଣା ଘଟିଛି। ସୋମବାର ଅପରାହ୍ନ ପ୍ରାୟ ୪ଟା ସମୟରେ ହଠାତ୍ ବର୍ଷା ଆରମ୍ଭ ହୋଇଥିଲା ଏବଂ ବଜ୍ରପାତ ଘଟିଥିଲା। xyxy=(786,844,907,948)
lightning-photo-caption: ବଜ୍ରପାତରେ ମରିଯାଇଥିବା ଛେଳି। xyxy=(1202,777,1332,789)
bike-para: ସିମା ଏଲାକାରେ ଜଣେ ଅଟକ ହୋଇ ଏହି ଘଟଣାରେ ଯାନ୍ତ୍ର କେଉଁଥିଲେ। ଏହି ସମ୍ପର୍କ ୨୦୨୧-୨୨ବର୍ଷଠାରୁ ୭ ଲକ୍ଷ ଟଙ୍କା ଜବତ ନିଆଯାଇଛି। xyxy=(461,1435,757,1462)
lightning-column-2 xyxy=(916,842,1037,1148)
lead-column-2 xyxy=(156,560,409,713)
election-column-1 xyxy=(1072,353,1263,582)
lead-headline: ପର୍ଯ୍ୟଟକ ଅପେକ୍ଷାରେ କଳାହାଣ୍ଡିର ପର୍ଯ୍ୟଟନ କ୍ଷେତ୍ର xyxy=(267,81,1209,133)
lightning-dateline: ନରଗଡ଼/ଜଳାପାଟଣା,୨୧ଅ୧୦ (ନବୀନ ପ୍ରସାଦ ପ୍ରଧାନ/ମଣିଭୂ ସମ୍ବାଦ) xyxy=(786,813,1027,839)
youth-body-para: ଖବର ପାଇ ପୋଲିସ ଘଟଣାସ୍ଥଳରେ ପହଞ୍ଚି ମୃତଦେହକୁ ଜବତ କରି ଅଙ୍ଗବିଚ୍ଛେଦ ପାଇଁ ପଠାଇଛି। ମୃତ ଯୁବକଙ୍କ ପରିଚୟ ଜଣାପଡ଼ି ନାହିଁ। ତଦନ୍ତ ଜାରି ରହିଛି ବୋଲି ପୋଲିସ କହିଛି। xyxy=(14,1026,146,1115)
lightning-goats-photo xyxy=(1072,634,1462,774)
color-bar-group xyxy=(797,2323,857,2335)
color-bar-group xyxy=(716,2323,761,2335)
memorial-headline: ବ୍ରହ୍ମବାହାଲଠାରେ ଶହୀଦ ସ୍ମୃତି ଦିବସ ପାଳିତ xyxy=(41,1898,547,1931)
lightning-para: ଚରାଇବାକୁ ନିଆ ହୋଇଥିଲା। ସେହି ସମୟରେ ପ୍ରବଳ ବର୍ଷା ସହିତ ବଜ୍ରପାତ ହୋଇଥିଲା। xyxy=(915,844,1036,887)
logo-years-label: Years xyxy=(65,47,81,53)
bike-dateline: ଖରିଆର,୨୧ଅ୧୦ (ନିଜସ୍ୱ ସମ୍ବାଦ ପ୍ରଦାତା) xyxy=(156,1417,336,1430)
memorial-column-1 xyxy=(14,1937,140,2118)
lightning-para: ଏହି ଘଟଣାରେ ଗୋଟିଏ ସ୍ଥାନରେ ଚରୁଥିବା ୨୨ଟି ଛେଳି ଘଟଣାସ୍ଥଳରେ ମୃତ୍ୟୁବରଣ କରିଥିଲେ। ଛେଳି ମାଲିକ ବଡ଼ ଆର୍ଥିକ କ୍ଷତିର ସମ୍ମୁଖୀନ ହୋଇଛନ୍ତି। xyxy=(786,956,907,1045)
karate-column-2 xyxy=(346,1133,527,1359)
damaged-house-photo xyxy=(922,1948,1273,2158)
lead-bullet-1: ■ ୨୦୨୩ରେ ମୁକୁଳିଲା ଆସିଥିଲେ ୨୨,୭୨୦ ପର୍ଯ୍ୟଟକ xyxy=(23,167,137,223)
elephant-house-story xyxy=(584,1891,1462,2177)
house-para: ଘର ଭିତରେ ଥିବା ଧାନ ଓ ଚାଉଳ ହାତୀ ଖାଇ ଦେଇଛି। ପରିବାରର ସଦସ୍ୟମାନେ ଭୟରେ ଘରୁ ବାହାରି ଯାଇଥିଲେ। xyxy=(584,2048,744,2091)
house-headline: ଘର ଭାଙ୍ଗି ଧାନ, ଚାଉଳ ଖାଇଲେ xyxy=(782,1898,1264,1941)
water-carrying-photo xyxy=(1046,809,1462,1079)
lightning-para: କ୍ଷତିଗ୍ରସ୍ତ ପରିବାରକୁ ତୁରନ୍ତ ସହାୟତା ଯୋଗାଇ ଦେବାକୁ ଗ୍ରାମବାସୀ ଦାବି କରିଛନ୍ତି। xyxy=(915,976,1036,1019)
road-headline: ନୂତନ ସଂଯୋଗୀକରଣ ରାସ୍ତା ନିର୍ମାଣ ଦାବି xyxy=(551,814,761,875)
cactus-para: ବ୍ରହ୍ମକମଳ ସାଧାରଣତଃ ବର୍ଷରେ ଥରେ ରାତିରେ ଫୁଟିଥାଏ ଏବଂ ସକାଳ ହେବା ପୂର୍ବରୁ ଝାଉଁଳି ଯାଏ। ଏହି ଫୁଲର ଔଷଧୀୟ ଗୁଣ ମଧ୍ୟ ରହିଛି ବୋଲି କୁହାଯାଏ। xyxy=(14,1749,146,1822)
election-dateline: ନୂଆପଡ଼ା,୨୧ଅ୧୦ (ମଣିଭୂ ସମ୍ବାଦ) xyxy=(1072,336,1211,349)
edition-line-2: ଭାରତୀୟସ୍ତର xyxy=(330,30,393,43)
memorial-story xyxy=(14,1891,574,2293)
house-para: ବନ ବିଭାଗ ଅଧିକାରୀ ଘଟଣାସ୍ଥଳ ପରିଦର୍ଶନ କରି କ୍ଷତିର ଆକଳନ କରିଛନ୍ତି ବୋଲି କୁହାଯାଇଛି। xyxy=(1282,2073,1462,2100)
masthead xyxy=(14,0,1462,79)
